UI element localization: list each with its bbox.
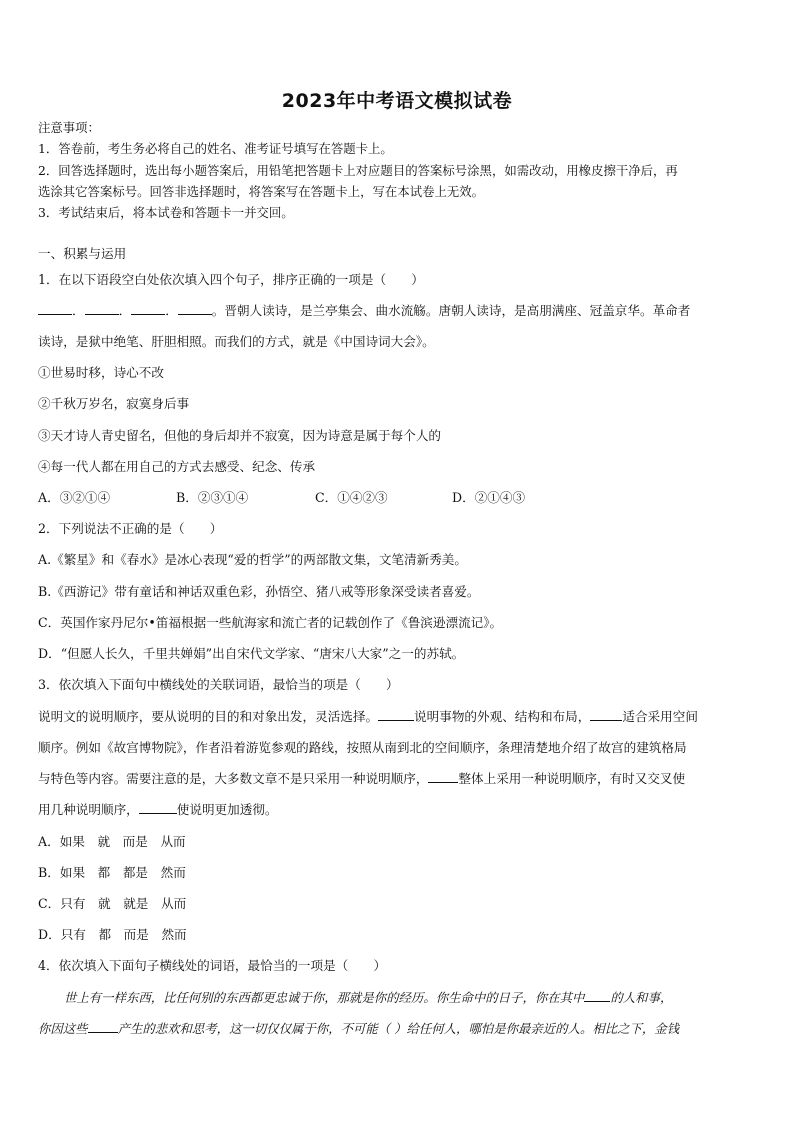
answer-blank: [85, 303, 119, 315]
answer-blank: [88, 1021, 118, 1033]
answer-blank: [590, 709, 622, 721]
option-b: B．②③①④: [176, 490, 249, 505]
option-c: C．英国作家丹尼尔•笛福根据一些航海家和流亡者的记载创作了《鲁滨逊漂流记》。: [38, 615, 503, 630]
q1-sentence: ③天才诗人青史留名，但他的身后却并不寂寞，因为诗意是属于每个人的: [38, 428, 441, 443]
notice-heading: 注意事项：: [38, 120, 100, 135]
option-d: D．②①④③: [452, 490, 526, 505]
option-d: D．只有 都 而是 然而: [38, 927, 187, 942]
passage-text: 产生的悲欢和思考，这一切仅仅属于你，不可能（ ）给任何人，哪怕是你最亲近的人。相比之下，金钱: [117, 1021, 680, 1036]
option-a: A.《繁星》和《春水》是冰心表现“爱的哲学”的两部散文集，文笔清新秀美。: [38, 552, 467, 567]
question-stem: 1．在以下语段空白处依次填入四个句子，排序正确的一项是（ ）: [38, 272, 424, 287]
passage-text: 你因这些: [38, 1021, 88, 1036]
q3-passage-line: [38, 802, 278, 818]
option-c: C．①④②③: [315, 490, 388, 505]
answer-blank: [584, 990, 610, 1002]
option-b: B．如果 都 都是 然而: [38, 865, 186, 880]
notice-item: 3．考试结束后，将本试卷和答题卡一并交回。: [38, 205, 294, 220]
q1-sentence: ①世易时移，诗心不改: [38, 365, 164, 380]
question-stem: 4．依次填入下面句子横线处的词语，最恰当的一项是（ ）: [38, 958, 387, 973]
passage-text: 说明事物的外观、结构和布局，: [414, 709, 591, 724]
option-a: A．如果 就 而是 从而: [38, 834, 186, 849]
question-stem: 2．下列说法不正确的是（ ）: [38, 521, 223, 536]
q1-sentence: ④每一代人都在用自己的方式去感受、纪念、传承: [38, 459, 316, 474]
answer-blank: [139, 802, 177, 814]
q4-passage-line: [64, 990, 672, 1006]
q3-passage-line: [38, 771, 685, 787]
option-c: C．只有 就 就是 从而: [38, 896, 187, 911]
passage-text: 整体上采用一种说明顺序，有时又交叉使: [458, 771, 686, 786]
notice-item: 选涂其它答案标号。回答非选择题时，将答案写在答题卡上，写在本试卷上无效。: [38, 184, 485, 199]
page-title: 2023年中考语文模拟试卷: [281, 90, 513, 112]
q1-passage-line: 读诗，是狱中绝笔、肝胆相照。而我们的方式，就是《中国诗词大会》。: [38, 334, 435, 349]
passage-text: 用几种说明顺序，: [38, 802, 139, 817]
answer-blank: [38, 303, 72, 315]
passage-text: 说明文的说明顺序，要从说明的目的和对象出发，灵活选择。: [38, 709, 379, 724]
answer-blank: [378, 709, 414, 721]
question-stem: 3．依次填入下面句中横线处的关联词语，最恰当的项是（ ）: [38, 677, 399, 692]
option-b: B.《西游记》带有童话和神话双重色彩，孙悟空、猪八戒等形象深受读者喜爱。: [38, 584, 480, 599]
passage-text: 使说明更加透彻。: [176, 802, 278, 817]
answer-blank: [178, 303, 212, 315]
passage-text: 与特色等内容。需要注意的是，大多数文章不是只采用一种说明顺序，: [38, 771, 429, 786]
passage-text: 的人和事，: [610, 990, 673, 1005]
q1-sentence: ②千秋万岁名，寂寞身后事: [38, 396, 190, 411]
notice-item: 1．答卷前，考生务必将自己的姓名、准考证号填写在答题卡上。: [38, 141, 393, 156]
q3-passage-line: [38, 709, 698, 725]
answer-blank: [131, 303, 165, 315]
section-heading: 一、积累与运用: [38, 246, 127, 261]
notice-item: 2．回答选择题时，选出每小题答案后，用铅笔把答题卡上对应题目的答案标号涂黑，如需改动，用橡皮擦干净后，再: [38, 163, 678, 178]
passage-text: 。晋朝人读诗，是兰亭集会、曲水流觞。唐朝人读诗，是高朋满座、冠盖京华。革命者: [211, 303, 691, 318]
q4-passage-line: [38, 1021, 679, 1037]
option-a: A．③②①④: [38, 490, 111, 505]
passage-text: 适合采用空间: [622, 709, 698, 724]
option-d: D．“但愿人长久，千里共婵娟”出自宋代文学家、“唐宋八大家”之一的苏轼。: [38, 646, 465, 661]
passage-text: 世上有一样东西，比任何别的东西都更忠诚于你，那就是你的经历。你生命中的日子，你在其中: [64, 990, 585, 1005]
q3-passage-line: 顺序。例如《故宫博物院》，作者沿着游览参观的路线，按照从南到北的空间顺序，条理清楚地介绍了故宫的建筑格局: [38, 740, 687, 755]
answer-blank: [428, 771, 458, 783]
q1-passage-line: ． ． ． 。晋朝人读诗，是兰亭集会、曲水流觞。唐朝人读诗，是高朋满座、冠盖京华。革命者: [38, 303, 690, 319]
